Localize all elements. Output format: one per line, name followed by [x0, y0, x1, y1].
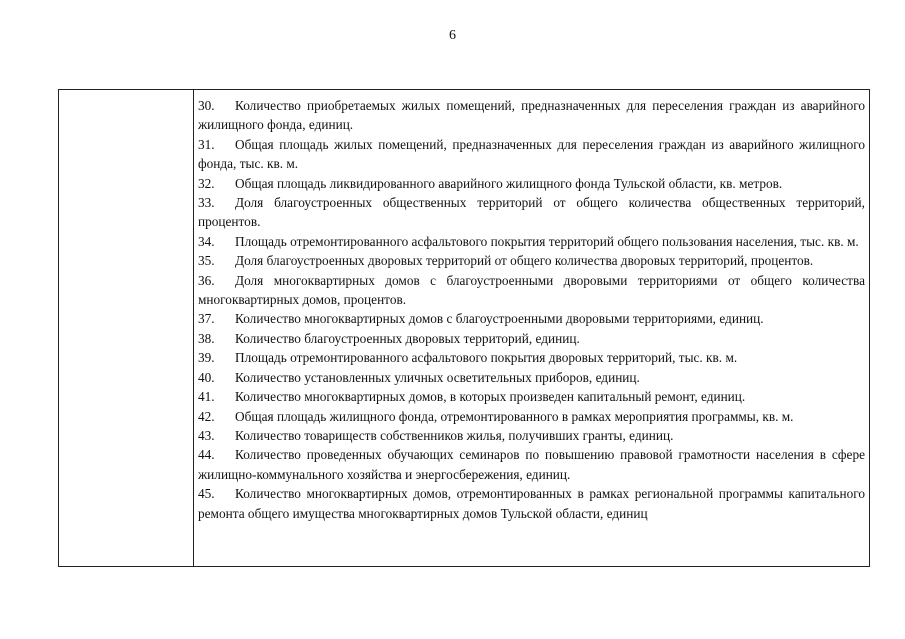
list-item — [198, 193, 865, 232]
list-item — [198, 368, 865, 387]
item-number: 39. — [198, 350, 215, 366]
item-number: 45. — [198, 486, 215, 502]
item-number: 32. — [198, 175, 215, 191]
list-item — [198, 329, 865, 348]
item-number: 35. — [198, 253, 215, 269]
item-number: 31. — [198, 136, 215, 152]
item-number: 37. — [198, 311, 215, 327]
item-number: 36. — [198, 272, 215, 288]
list-item — [198, 96, 865, 135]
list-item — [198, 426, 865, 445]
item-number: 41. — [198, 389, 215, 405]
item-text: Количество проведенных обучающих семинаров по повышению правовой грамотности населения в сфере жилищно-коммунального хозяйства и энергосбережения, единиц. — [198, 447, 865, 482]
item-number: 42. — [198, 408, 215, 424]
item-text: Количество благоустроенных дворовых территорий, единиц. — [235, 330, 580, 346]
list-item — [198, 407, 865, 426]
page-number: 6 — [449, 28, 456, 43]
item-text: Количество многоквартирных домов с благоустроенными дворовыми территориями, единиц. — [235, 311, 764, 327]
item-text: Доля благоустроенных дворовых территорий от общего количества дворовых территорий, процентов. — [235, 253, 814, 269]
list-item — [198, 484, 865, 523]
item-text: Количество многоквартирных домов, отремонтированных в рамках региональной программы капитального ремонта общего имущества многоквартирных домов Тульской области, единиц — [198, 486, 865, 521]
item-text: Количество товариществ собственников жилья, получивших гранты, единиц. — [235, 427, 674, 443]
item-text: Площадь отремонтированного асфальтового покрытия дворовых территорий, тыс. кв. м. — [235, 350, 738, 366]
item-text: Общая площадь жилых помещений, предназначенных для переселения граждан из аварийного жилищного фонда, тыс. кв. м. — [198, 136, 865, 172]
indicators-list — [195, 90, 869, 566]
list-item — [198, 174, 865, 193]
item-text: Общая площадь жилищного фонда, отремонтированного в рамках мероприятия программы, кв. м. — [235, 408, 794, 424]
table-left-cell — [59, 90, 194, 566]
item-number: 43. — [198, 427, 215, 443]
list-item — [198, 309, 865, 328]
item-number: 40. — [198, 369, 215, 385]
item-text: Площадь отремонтированного асфальтового покрытия территорий общего пользования населения, тыс. кв. м. — [235, 233, 859, 249]
item-text: Количество установленных уличных осветительных приборов, единиц. — [235, 369, 640, 385]
list-item — [198, 348, 865, 367]
item-number: 38. — [198, 330, 215, 346]
list-item — [198, 445, 865, 484]
item-text: Количество многоквартирных домов, в которых произведен капитальный ремонт, единиц. — [235, 389, 746, 405]
item-number: 44. — [198, 447, 215, 463]
list-item — [198, 232, 865, 251]
item-number: 33. — [198, 195, 215, 211]
item-number: 30. — [198, 98, 215, 113]
list-item — [198, 271, 865, 310]
indicators-table — [58, 89, 870, 567]
item-text: Общая площадь ликвидированного аварийного жилищного фонда Тульской области, кв. метров. — [235, 175, 783, 191]
item-text: Доля многоквартирных домов с благоустроенными дворовыми территориями от общего количества многоквартирных домов, процентов. — [198, 272, 865, 308]
item-text: Количество приобретаемых жилых помещений, предназначенных для переселения граждан из аварийного жилищного фонда, единиц. — [198, 98, 865, 133]
list-item — [198, 387, 865, 406]
list-item — [198, 135, 865, 174]
list-item — [198, 251, 865, 270]
item-number: 34. — [198, 233, 215, 249]
item-text: Доля благоустроенных общественных территорий от общего количества общественных территорий, процентов. — [198, 195, 865, 230]
